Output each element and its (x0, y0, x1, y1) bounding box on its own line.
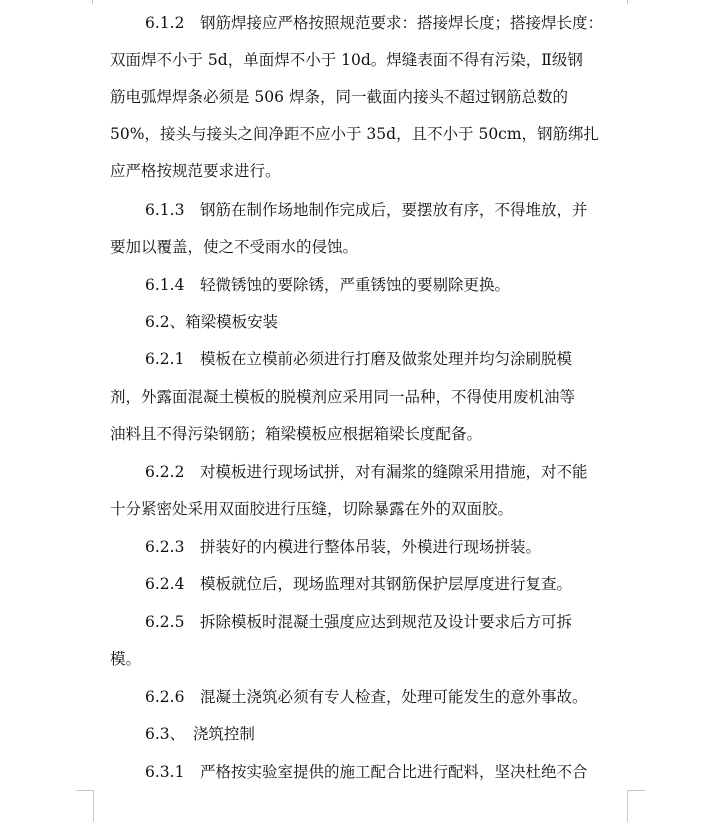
text-line: 6.3.1 严格按实验室提供的施工配合比进行配料，坚决杜绝不合 (145, 763, 588, 781)
text-line: 6.2.6 混凝土浇筑必须有专人检查，处理可能发生的意外事故。 (145, 688, 588, 706)
text-line: 6.2.4 模板就位后，现场监理对其钢筋保护层厚度进行复查。 (145, 575, 572, 593)
text-line: 6.2.3 拼装好的内模进行整体吊装，外模进行现场拼装。 (145, 538, 541, 556)
crop-mark-bottom-left-v (93, 790, 94, 822)
text-line: 双面焊不小于 5d，单面焊不小于 10d。焊缝表面不得有污染，Ⅱ级钢 (110, 51, 583, 69)
text-line: 油料且不得污染钢筋；箱梁模板应根据箱梁长度配备。 (110, 425, 483, 443)
text-line: 应严格按规范要求进行。 (110, 162, 281, 180)
crop-mark-bottom-right-v (627, 790, 628, 822)
text-line: 6.1.3 钢筋在制作场地制作完成后，要摆放有序，不得堆放，并 (145, 201, 588, 219)
text-line: 6.1.2 钢筋焊接应严格按照规范要求：搭接焊长度；搭接焊长度： (145, 14, 603, 32)
crop-mark-top-left (92, 0, 93, 4)
text-line: 6.1.4 轻微锈蚀的要除锈，严重锈蚀的要剔除更换。 (145, 276, 510, 294)
text-line: 模。 (110, 650, 142, 668)
crop-mark-top-right (627, 0, 628, 4)
text-line: 6.2.2 对模板进行现场试拼，对有漏浆的缝隙采用措施，对不能 (145, 463, 588, 481)
text-line: 要加以覆盖，使之不受雨水的侵蚀。 (110, 238, 359, 256)
section-heading: 6.2、箱梁模板安装 (145, 313, 279, 331)
crop-mark-bottom-left (76, 790, 94, 791)
text-line: 筋电弧焊焊条必须是 506 焊条，同一截面内接头不超过钢筋总数的 (110, 88, 568, 106)
text-line: 剂，外露面混凝土模板的脱模剂应采用同一品种，不得使用废机油等 (110, 388, 576, 406)
crop-mark-bottom-right (627, 790, 645, 791)
text-line: 十分紧密处采用双面胶进行压缝，切除暴露在外的双面胶。 (110, 500, 514, 518)
text-line: 50%，接头与接头之间净距不应小于 35d，且不小于 50cm，钢筋绑扎 (110, 125, 600, 143)
section-heading: 6.3、 浇筑控制 (145, 725, 255, 743)
text-line: 6.2.5 拆除模板时混凝土强度应达到规范及设计要求后方可拆 (145, 613, 572, 631)
text-line: 6.2.1 模板在立模前必须进行打磨及做浆处理并均匀涂刷脱模 (145, 350, 572, 368)
